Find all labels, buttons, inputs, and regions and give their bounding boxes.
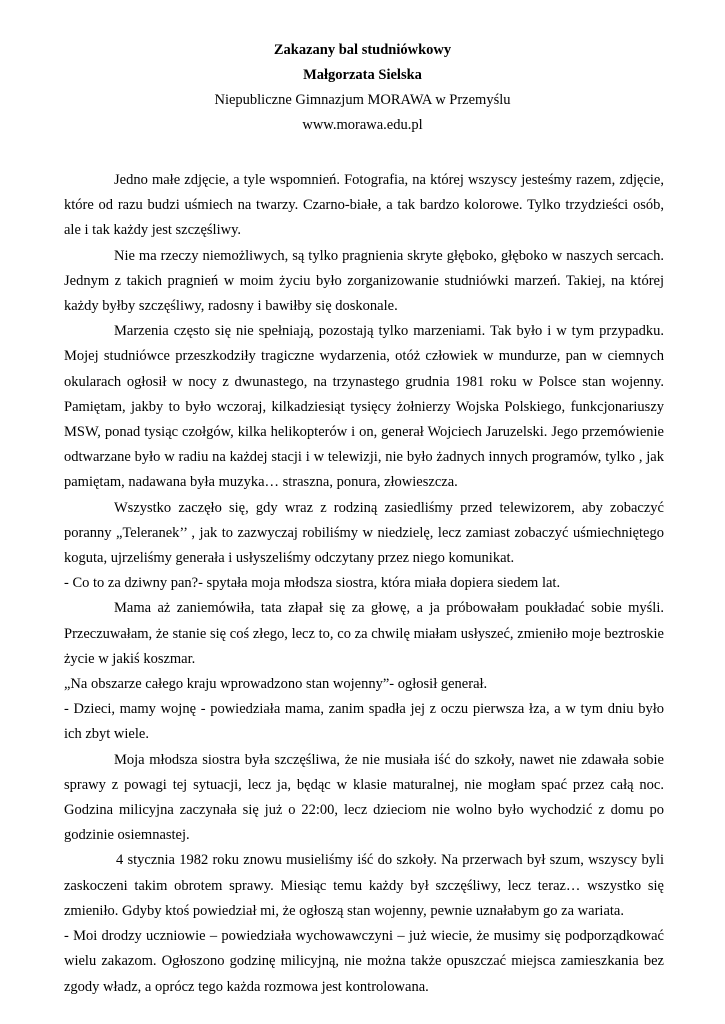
paragraph: 4 stycznia 1982 roku znowu musieliśmy iść do szkoły. Na przerwach był szum, wszyscy byli zaskoczeni takim obrotem sprawy. Miesiąc temu każdy był szczęśliwy, lecz teraz… wszystko się zmieniło. Gdyby ktoś powiedział mi, że ogłoszą stan wojenny, pewnie uznałabym go za wariata.: [64, 852, 664, 919]
dialogue-line: - Moi drodzy uczniowie – powiedziała wychowawczyni – już wiecie, że musimy się podporządkować wielu zakazom. Ogłoszono godzinę milicyjną, nie można także opuszczać miejsca zamieszkania bez zgody władz, a oprócz tego każda rozmowa jest kontrolowana.: [64, 928, 664, 995]
school-website: www.morawa.edu.pl: [302, 117, 423, 133]
author-name: Małgorzata Sielska: [303, 67, 422, 83]
paragraph: Mama aż zaniemówiła, tata złapał się za głowę, a ja próbowałam poukładać sobie myśli. Przeczuwałam, że stanie się coś złego, lecz to, co za chwilę miałam usłyszeć, zmieniło moje beztroskie życie w jakiś koszmar.: [64, 600, 664, 667]
document-body: [64, 168, 664, 1000]
paragraph: Wszystko zaczęło się, gdy wraz z rodziną zasiedliśmy przed telewizorem, aby zobaczyć poranny „Teleranek’’ , jak to zazwyczaj robiliśmy w niedzielę, lecz zamiast zobaczyć uśmiechniętego koguta, ujrzeliśmy generała i usłyszeliśmy odczytany przez niego komunikat.: [64, 499, 664, 567]
paragraph: Nie ma rzeczy niemożliwych, są tylko pragnienia skryte głęboko, głęboko w naszych sercach. Jednym z takich pragnień w moim życiu było zorganizowanie studniówki marzeń. Takiej, na której każdy byłby szczęśliwy, radosny i bawiłby się doskonale.: [64, 247, 664, 315]
quote-line: „Na obszarze całego kraju wprowadzono stan wojenny”- ogłosił generał.: [64, 676, 488, 693]
document-title: Zakazany bal studniówkowy: [273, 42, 452, 58]
dialogue-line: - Dzieci, mamy wojnę - powiedziała mama, zanim spadła jej z oczu pierwsza łza, a w tym dniu było ich zbyt wiele.: [64, 701, 664, 743]
document-header: [0, 38, 725, 138]
paragraph: Moja młodsza siostra była szczęśliwa, że nie musiała iść do szkoły, nawet nie zdawała sobie sprawy z powagi tej sytuacji, lecz ja, będąc w klasie maturalnej, nie mogłam spać przez całą noc. Godzina milicyjna zaczynała się już o 22:00, lecz dzieciom nie wolno było wychodzić z domu po godzinie osiemnastej.: [64, 751, 664, 844]
paragraph: Jedno małe zdjęcie, a tyle wspomnień. Fotografia, na której wszyscy jesteśmy razem, zdjęcie, które od razu budzi uśmiech na twarzy. Czarno-białe, a tak bardzo kolorowe. Tylko trzydzieści osób, ale i tak każdy jest szczęśliwy.: [64, 172, 664, 239]
school-name: Niepubliczne Gimnazjum MORAWA w Przemyślu: [214, 92, 511, 108]
dialogue-line: - Co to za dziwny pan?- spytała moja młodsza siostra, która miała dopiera siedem lat.: [64, 575, 561, 592]
paragraph: Marzenia często się nie spełniają, pozostają tylko marzeniami. Tak było i w tym przypadku. Mojej studniówce przeszkodziły tragiczne wydarzenia, otóż człowiek w mundurze, pan w ciemnych okularach ogłosił w nocy z dwunastego, na trzynastego grudnia 1981 roku w Polsce stan wojenny. Pamiętam, jakby to było wczoraj, kilkadziesiąt tysięcy żołnierzy Wojska Polskiego, funkcjonariuszy MSW, ponad tysiąc czołgów, kilka helikopterów i on, generał Wojciech Jaruzelski. Jego przemówienie odtwarzane było w radiu na każdej stacji i w telewizji, nie było żadnych innych programów, tylko , jak pamiętam, nadawana była muzyka… straszna, ponura, złowieszcza.: [64, 323, 664, 491]
